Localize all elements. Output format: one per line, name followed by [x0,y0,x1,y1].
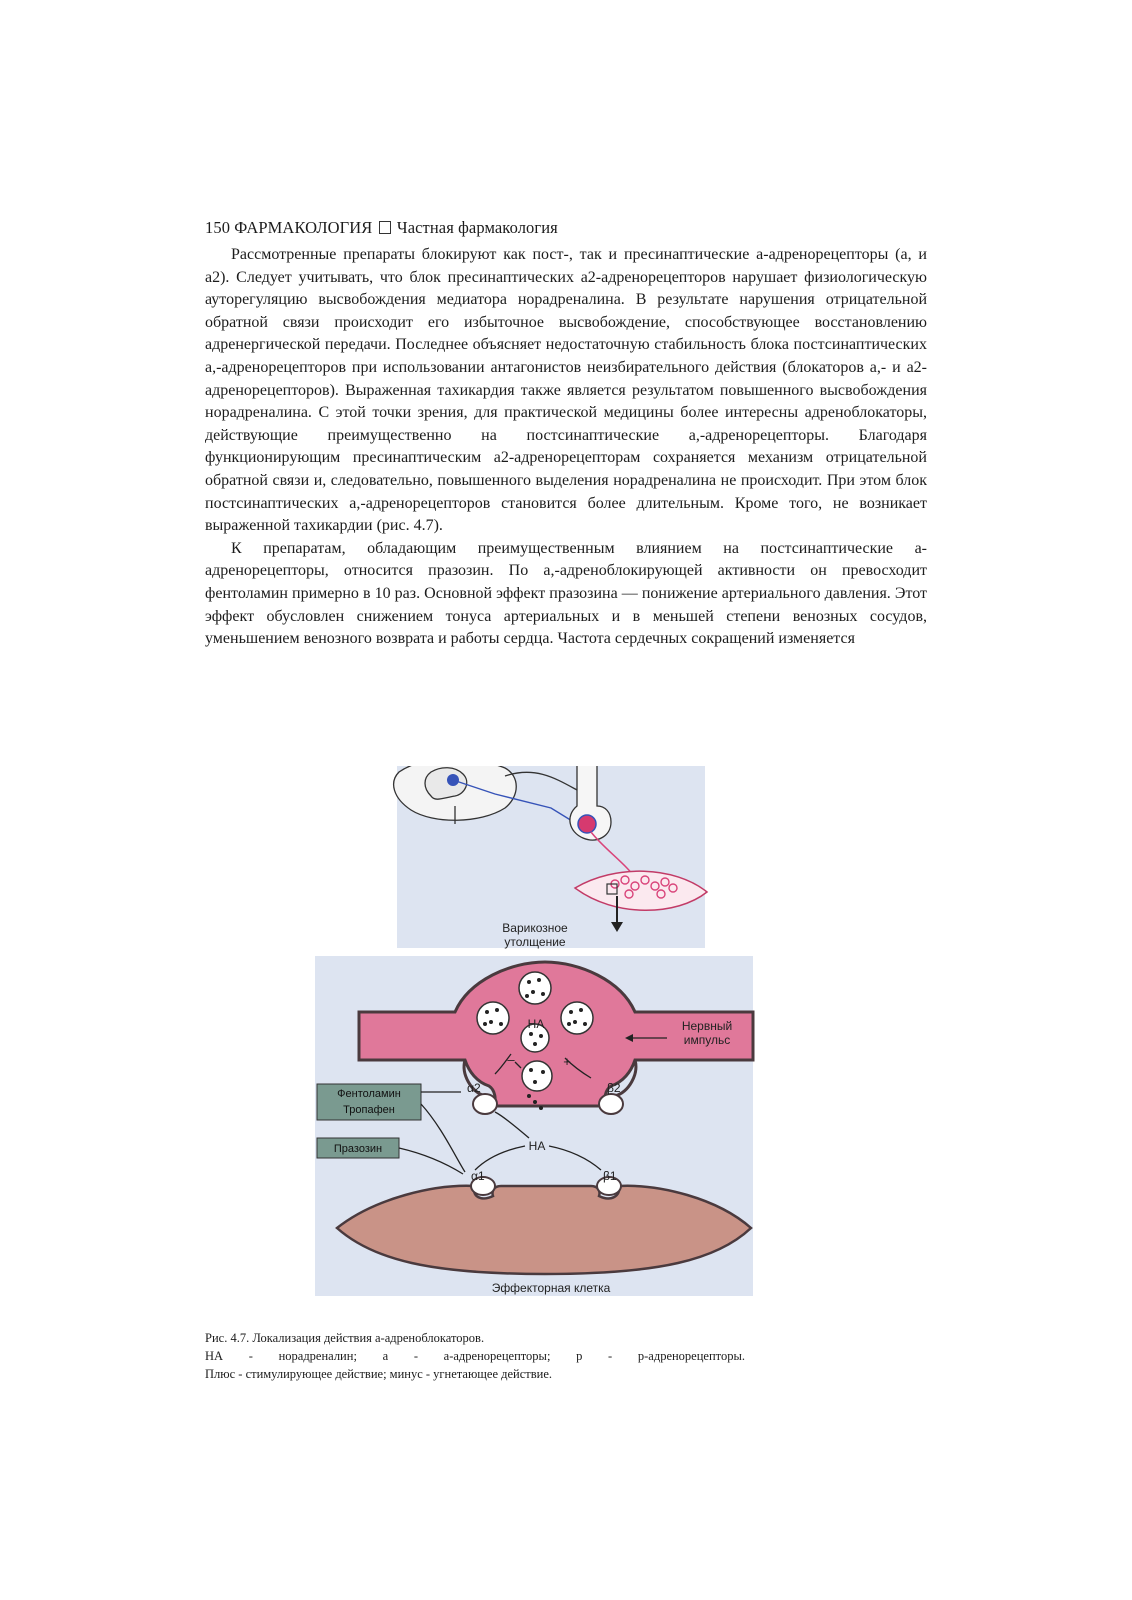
nerve-impulse-label-2: импульс [683,1033,731,1047]
header-right: Частная фармакология [396,218,558,237]
figure-drawing [315,766,773,1313]
vesicle [477,1002,509,1034]
caption-line-3: Плюс - стимулирующее действие; минус - угнетающее действие. [205,1367,553,1381]
vesicle [561,1002,593,1034]
effector-cell [337,1186,751,1274]
drug-tropafen-label: Тропафен [343,1104,395,1116]
paragraph-1: Рассмотренные препараты блокируют как пост-, так и пресинаптические а-адренорецепторы (а, и а2). Следует учитывать, что блок пресинаптических а2-адренорецепторов нарушает физиологическую ауторегуляцию высвобождения медиатора норадреналина. В результате нарушения отрицательной обратной связи происходит его избыточное высвобождение, способствующее восстановлению адренергической передачи. Последнее объясняет недостаточную стабильность блока постсинаптических а,-адренорецепторов при использовании антагонистов неизбирательного действия (блокаторов а,- и а2-адренорецепторов). Выраженная тахикардия также является результатом повышенного высвобождения норадреналина. С этой точки зрения, для практической медицины более интересны адреноблокаторы, действующие преимущественно на постсинаптические а,-адренорецепторы. Благодаря функционирующим пресинаптическим а2-адренорецепторам сохраняется механизм отрицательной обратной связи и, следовательно, повышенного выделения норадреналина не происходит. При этом блок постсинаптических а,-адренорецепторов становится более длительным. Кроме того, не возникает выраженной тахикардии (рис. 4.7). [205,246,927,535]
caption-line-1: Рис. 4.7. Локализация действия а-адреноблокаторов. [205,1331,485,1345]
alpha2-label: α2 [467,1081,481,1095]
nerve-impulse-label-1: Нервный [681,1019,733,1033]
effector-cell-label: Эффекторная клетка [491,1281,611,1295]
caption-part: р [576,1349,583,1363]
vesicle [522,1061,552,1091]
caption-part: - [608,1349,613,1363]
na-label-cleft: НА [528,1139,546,1153]
header-left: 150 ФАРМАКОЛОГИЯ [205,218,373,237]
caption-part: а-адренорецепторы; [443,1349,551,1363]
beta1-label: β1 [603,1169,617,1183]
minus-sign: – [507,1052,515,1067]
beta2-receptor-icon [599,1094,623,1114]
caption-part: НА [205,1349,224,1363]
paragraph-2: К препаратам, обладающим преимущественным влиянием на постсинаптические а-адренорецепторы, относится празозин. По а,-адреноблокирующей активности он превосходит фентоламин примерно в 10 раз. Основной эффект празозина — понижение артериального давления. Этот эффект обусловлен снижением тонуса артериальных и в меньшей степени венозных сосудов, уменьшением венозного возврата и работы сердца. Частота сердечных сокращений изменяется [205,539,927,648]
figure-caption [205,1329,745,1383]
na-label-inside: НА [527,1017,545,1031]
header-separator-box [379,221,391,234]
caption-line-2 [205,1347,745,1365]
beta2-label: β2 [607,1081,621,1095]
figure-4-7 [315,766,773,1313]
body-text [205,244,927,651]
drug-prazosin-label: Празозин [333,1143,383,1155]
varicosity-label-1: Варикозное [502,921,568,935]
caption-part: р-адренорецепторы. [637,1349,745,1363]
plus-sign: + [563,1054,571,1069]
drug-phentolamine-label: Фентоламин [337,1088,401,1100]
varicosity-label-2: утолщение [504,935,566,949]
caption-part: норадреналин; [278,1349,357,1363]
caption-part: - [248,1349,253,1363]
caption-part: - [413,1349,418,1363]
alpha2-receptor-icon [473,1094,497,1114]
vesicle [519,972,551,1004]
caption-part: а [382,1349,389,1363]
running-header [205,218,558,238]
alpha1-label: α1 [471,1169,485,1183]
